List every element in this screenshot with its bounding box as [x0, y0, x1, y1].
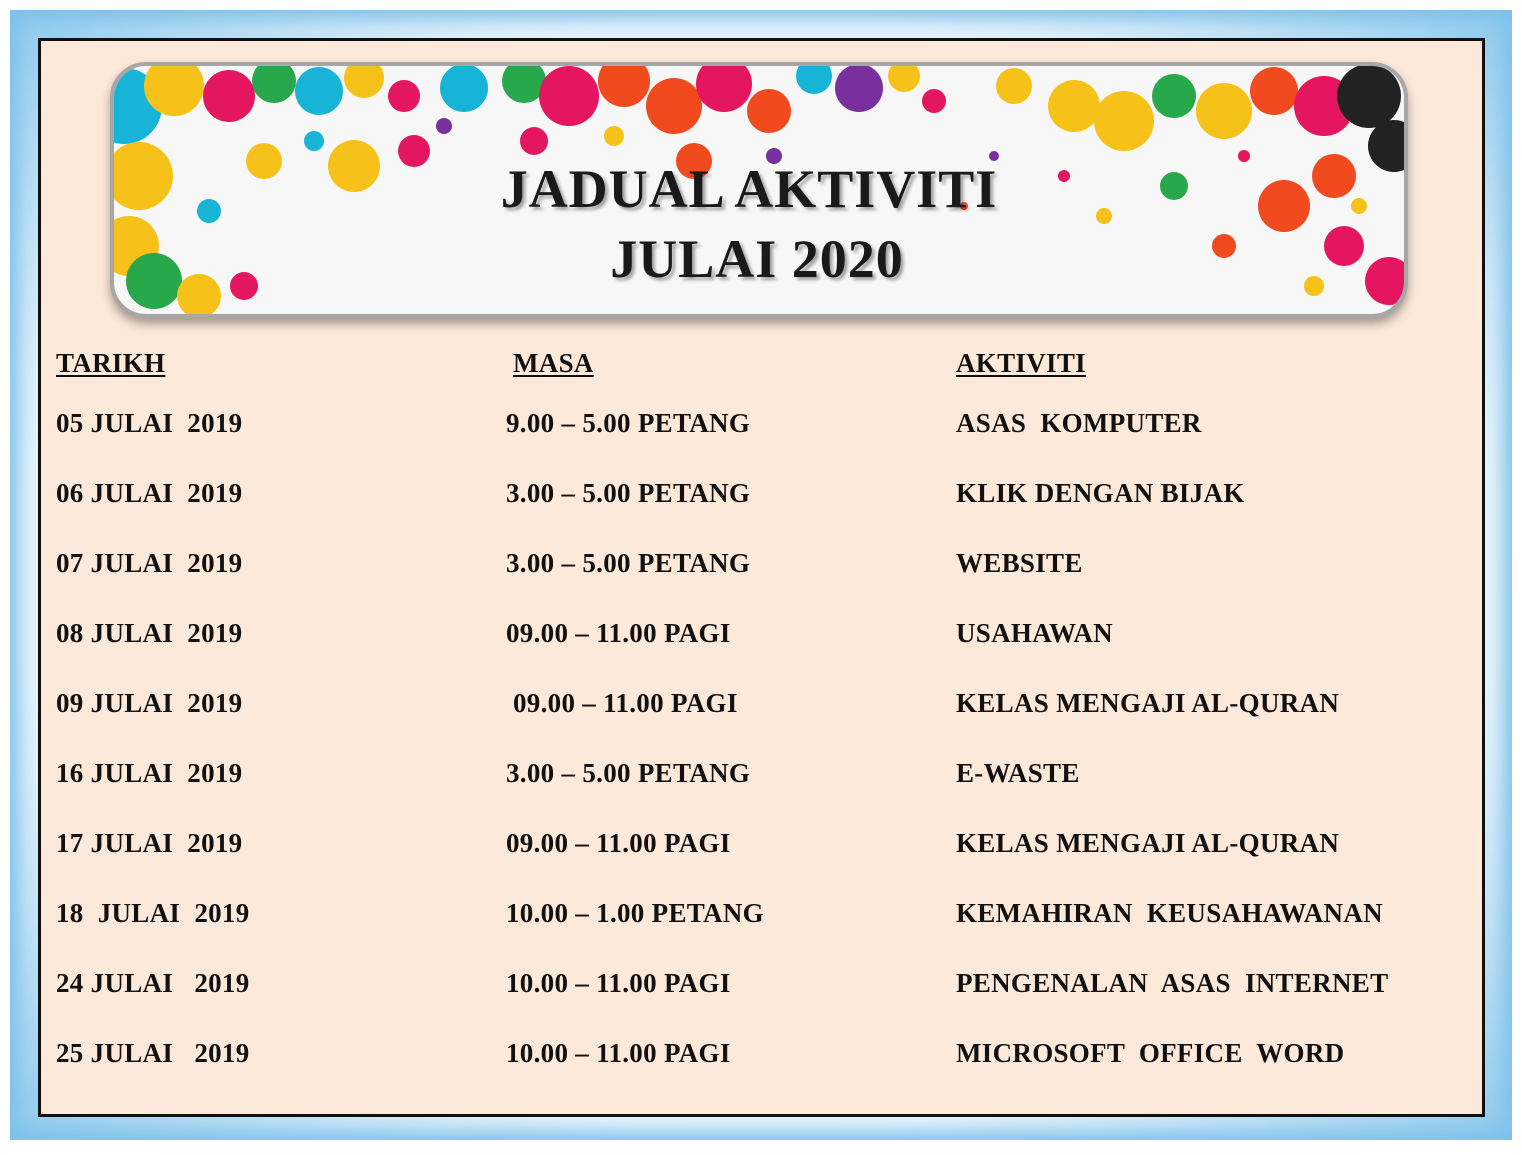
row-3-time: 3.00 – 5.00 PETANG	[506, 548, 751, 578]
row-7-time: 09.00 – 11.00 PAGI	[506, 828, 731, 858]
row-5-date: 09 JULAI 2019	[56, 688, 243, 718]
row-3-date: 07 JULAI 2019	[56, 548, 243, 578]
title-line-1: JADUAL AKTIVITI	[500, 159, 998, 219]
row-10-activity: MICROSOFT OFFICE WORD	[956, 1038, 1345, 1068]
title-line-2: JULAI 2020	[610, 229, 904, 289]
row-9-date: 24 JULAI 2019	[56, 968, 250, 998]
row-9-activity: PENGENALAN ASAS INTERNET	[956, 968, 1389, 998]
header-activity: AKTIVITI	[956, 348, 1086, 378]
row-8-time: 10.00 – 1.00 PETANG	[506, 898, 764, 928]
row-2-activity: KLIK DENGAN BIJAK	[956, 478, 1245, 508]
row-10-date: 25 JULAI 2019	[56, 1038, 250, 1068]
row-7-activity: KELAS MENGAJI AL-QURAN	[956, 828, 1340, 858]
row-4-time: 09.00 – 11.00 PAGI	[506, 618, 731, 648]
row-10-time: 10.00 – 11.00 PAGI	[506, 1038, 731, 1068]
row-2-date: 06 JULAI 2019	[56, 478, 243, 508]
row-1-date: 05 JULAI 2019	[56, 408, 243, 438]
row-8-date: 18 JULAI 2019	[56, 898, 250, 928]
row-3-activity: WEBSITE	[956, 548, 1083, 578]
row-5-activity: KELAS MENGAJI AL-QURAN	[956, 688, 1340, 718]
row-1-time: 9.00 – 5.00 PETANG	[506, 408, 751, 438]
row-1-activity: ASAS KOMPUTER	[956, 408, 1202, 438]
header-date: TARIKH	[56, 348, 166, 378]
title-banner	[110, 62, 1408, 318]
row-6-date: 16 JULAI 2019	[56, 758, 243, 788]
row-7-date: 17 JULAI 2019	[56, 828, 243, 858]
row-8-activity: KEMAHIRAN KEUSAHAWANAN	[956, 898, 1383, 928]
row-6-activity: E-WASTE	[956, 758, 1080, 788]
row-4-activity: USAHAWAN	[956, 618, 1113, 648]
row-2-time: 3.00 – 5.00 PETANG	[506, 478, 751, 508]
row-5-time: 09.00 – 11.00 PAGI	[513, 688, 738, 718]
header-time: MASA	[513, 348, 594, 378]
schedule-page	[38, 38, 1485, 1117]
row-4-date: 08 JULAI 2019	[56, 618, 243, 648]
row-9-time: 10.00 – 11.00 PAGI	[506, 968, 731, 998]
row-6-time: 3.00 – 5.00 PETANG	[506, 758, 751, 788]
